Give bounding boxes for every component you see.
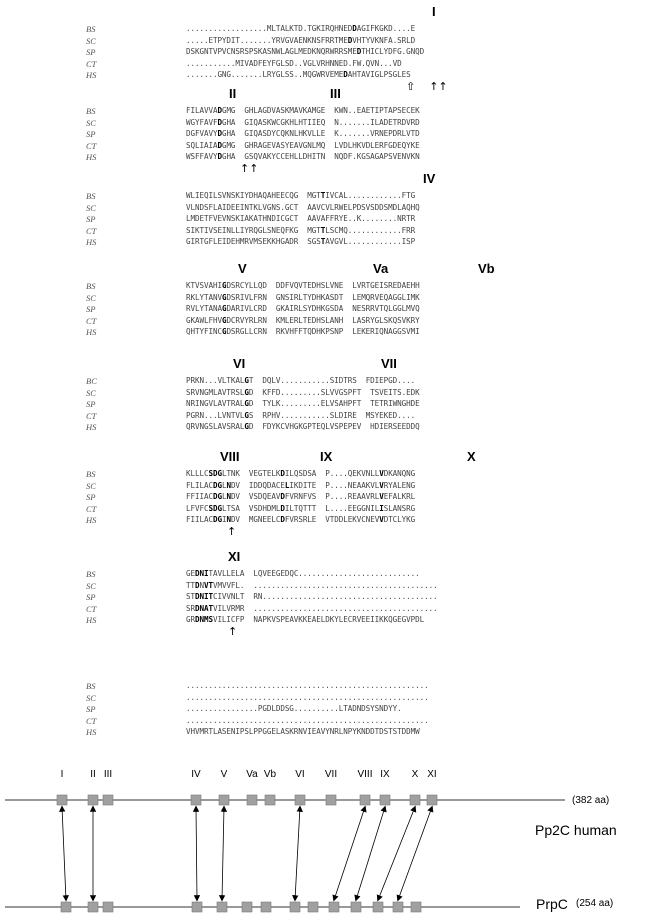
species-label: SC	[86, 35, 96, 46]
sequence-row: TTDNVTVMVVFL. .........................................	[186, 580, 438, 590]
prpc-motif-box	[411, 902, 421, 912]
sequence-row: GIRTGFLEIDEHMRVMSEKKHGADR SGSTAVGVL............ISP	[186, 237, 416, 246]
sequence-row: .....ETPYDIT.......YRVGVAENKNSFRRTMEDVHTYVKNFA.SRLD	[186, 35, 416, 45]
species-label: SP	[86, 704, 96, 714]
species-label: BC	[86, 376, 97, 386]
sequence-row: RKLYTANVGDSRIVLFRN GNSIRLTYDHKASDT LEMQRVEQAGGLIMK	[186, 292, 420, 302]
homology-link-arrow	[295, 807, 300, 900]
prpc-motif-box	[61, 902, 71, 912]
homology-link-arrow	[378, 807, 415, 900]
motif-label: II	[90, 769, 96, 780]
prpc-motif-box	[308, 902, 318, 912]
prpc-motif-box	[103, 902, 113, 912]
human-motif-box	[88, 795, 98, 805]
sequence-row: FILAVVADGMG GHLAGDVASKMAVKAMGE KWN..EAETIPTAPSECEK	[186, 106, 420, 115]
sequence-row: DSKGNTVPVCNSRSPSKASNWLAGLMEDKNQRWRRSMEDTHICLYDFG.GNQD	[186, 47, 425, 56]
prpc-motif-box	[290, 902, 300, 912]
prpc-protein-label: PrpC	[536, 896, 568, 912]
species-label: CT	[86, 225, 97, 236]
species-label: BS	[86, 469, 96, 479]
sequence-row: FLILACDGLNDV IDDQDACELIKDITE P....NEAAKVLVRYALENG	[186, 480, 416, 490]
species-label: CT	[86, 140, 97, 151]
species-label: SC	[86, 117, 96, 128]
species-label: HS	[86, 515, 97, 525]
motif-label: Vb	[263, 769, 277, 780]
species-label: BS	[86, 106, 96, 116]
motif-label: III	[103, 769, 113, 780]
human-protein-label: Pp2C human	[535, 822, 617, 838]
species-label: HS	[86, 237, 97, 247]
sequence-row: SIKTIVSEINLLIYRQGLSNEQFKG MGTTLSCMQ............FRR	[186, 225, 416, 235]
motif-header: IV	[423, 171, 436, 186]
sequence-row: ......................................................	[186, 715, 429, 725]
motif-header: X	[467, 449, 476, 464]
species-label: CT	[86, 603, 97, 614]
prpc-motif-box	[217, 902, 227, 912]
motif-header: Vb	[478, 261, 495, 276]
homology-link-arrow	[62, 807, 66, 900]
sequence-row: SQLIAIADGMG GHRAGEVASYEAVGNLMQ LVDLHKVDLERFGDEQYKE	[186, 140, 420, 150]
species-label: BS	[86, 24, 96, 34]
conserved-residue-arrow: ↑	[228, 625, 238, 638]
sequence-row: QRVNGSLAVSRALGD FDYKCVHGKGPTEQLVSPEPEV HDIERSEEDDQ	[186, 422, 420, 431]
motif-header: V	[238, 261, 247, 276]
sequence-row: KLLLCSDGLTNK VEGTELKDILQSDSA P....QEKVNLLVDKANQNG	[186, 469, 416, 478]
prpc-motif-box	[373, 902, 383, 912]
species-label: SP	[86, 47, 96, 57]
sequence-row: GEDNITAVLLELA LQVEEGEDQC...........................	[186, 569, 420, 578]
species-label: SP	[86, 304, 96, 314]
prpc-motif-box	[88, 902, 98, 912]
species-label: HS	[86, 152, 97, 162]
motif-header: XI	[228, 549, 241, 564]
human-motif-box	[103, 795, 113, 805]
motif-header: I	[432, 4, 436, 19]
species-label: SP	[86, 492, 96, 502]
species-label: SC	[86, 202, 96, 213]
human-motif-box	[427, 795, 437, 805]
conserved-residue-arrow: ↑↑	[240, 162, 259, 175]
motif-label: VI	[295, 769, 305, 780]
species-label: HS	[86, 727, 97, 737]
motif-label: VIII	[357, 769, 373, 780]
species-label: SC	[86, 387, 96, 398]
species-label: SP	[86, 592, 96, 602]
motif-header: IX	[320, 449, 333, 464]
species-label: CT	[86, 58, 97, 69]
human-motif-box	[191, 795, 201, 805]
human-motif-box	[360, 795, 370, 805]
motif-label: IX	[380, 769, 390, 780]
motif-header: VIII	[220, 449, 240, 464]
species-label: HS	[86, 615, 97, 625]
homology-link-arrow	[196, 807, 197, 900]
species-label: SP	[86, 399, 96, 409]
sequence-row: PRKN...VLTKALGT DQLV...........SIDTRS FDIEPGD....	[186, 376, 416, 385]
species-label: CT	[86, 715, 97, 726]
species-label: SP	[86, 129, 96, 139]
homology-link-arrow	[398, 807, 432, 900]
human-motif-box	[410, 795, 420, 805]
prpc-length-label: (254 aa)	[576, 898, 614, 909]
motif-label: I	[60, 769, 64, 780]
motif-header: III	[330, 86, 341, 101]
sequence-row: VLNDSFLAIDEEINTKLVGNS.GCT AAVCVLRWELPDSVSDDSMDLAQHQ	[186, 202, 420, 212]
sequence-row: ..................MLTALKTD.TGKIRQHNEDDAGIFKGKD....E	[186, 24, 416, 33]
sequence-row: VHVMRTLASENIPSLPPGGELASKRNVIEAVYNRLNPYKNDDTDSTSTDDMW	[186, 727, 420, 736]
species-label: BS	[86, 681, 96, 691]
species-label: SC	[86, 580, 96, 591]
sequence-row: ................PGDLDDSG..........LTADNDSYSNDYY.	[186, 704, 402, 713]
motif-label: Va	[246, 769, 258, 780]
sequence-row: PGRN...LVNTVLGS RPHV...........SLDIRE MSYEKED....	[186, 410, 416, 420]
species-label: HS	[86, 327, 97, 337]
prpc-motif-box	[192, 902, 202, 912]
species-label: SC	[86, 480, 96, 491]
motif-label: IV	[191, 769, 201, 780]
species-label: CT	[86, 315, 97, 326]
motif-label: XI	[427, 769, 437, 780]
prpc-motif-box	[393, 902, 403, 912]
sequence-row: QHTYFINCGDSRGLLCRN RKVHFFTQDHKPSNP LEKERIQNAGGSVMI	[186, 327, 420, 336]
sequence-row: STDNITCIVVNLT RN.......................................	[186, 592, 438, 601]
motif-header: II	[229, 86, 237, 101]
human-motif-box	[247, 795, 257, 805]
species-label: CT	[86, 410, 97, 421]
sequence-row: WLIEQILSVNSKIYDHAQAHEECQG MGTTIVCAL............FTG	[186, 191, 416, 200]
prpc-motif-box	[329, 902, 339, 912]
human-motif-box	[380, 795, 390, 805]
species-label: BS	[86, 191, 96, 201]
sequence-row: ......................................................	[186, 681, 429, 690]
sequence-row: SRVNGMLAVTRSLGD KFFD.........SLVVGSPFT TSVEITS.EDK	[186, 387, 420, 397]
prpc-motif-box	[351, 902, 361, 912]
sequence-row: SRDNATVILVRMR .........................................	[186, 603, 438, 613]
human-motif-box	[265, 795, 275, 805]
sequence-row: GRDNMSVILICFP NAPKVSPEAVKKEAELDKYLECRVEEIIKKQGEGVPDL	[186, 615, 425, 624]
human-length-label: (382 aa)	[572, 795, 610, 806]
sequence-row: GKAWLFHVGDCRVYRLRN KMLERLTEDHSLANH LASRYGLSKQSVKRY	[186, 315, 420, 325]
species-label: HS	[86, 422, 97, 432]
species-label: BS	[86, 281, 96, 291]
human-motif-box	[57, 795, 67, 805]
sequence-row: WGYFAVFDGHA GIQASKWCGKHLHTIIEQ N.......ILADETRDVRD	[186, 117, 420, 127]
motif-header: VII	[381, 356, 397, 371]
species-label: CT	[86, 503, 97, 514]
sequence-row: ...........MIVADFEYFGLSD..VGLVRHNNED.FW.QVN...VD	[186, 58, 402, 68]
species-label: SC	[86, 692, 96, 703]
homology-link-arrow	[222, 807, 224, 900]
species-label: SC	[86, 292, 96, 303]
species-label: BS	[86, 569, 96, 579]
sequence-row: NRINGVLAVTRALGD TYLK.........ELVSAHPFT TETRIWNGHDE	[186, 399, 420, 408]
sequence-row: ......................................................	[186, 692, 429, 702]
sequence-row: KTVSVAHIGDSRCYLLQD DDFVQVTEDHSLVNE LVRTGEISREDAEHH	[186, 281, 420, 290]
human-motif-box	[219, 795, 229, 805]
sequence-row: LFVFCSDGLTSA VSDHDMLDILTQTTT L....EEGGNILISLANSRG	[186, 503, 416, 513]
motif-header: VI	[233, 356, 246, 371]
motif-label: V	[220, 769, 228, 780]
species-label: SP	[86, 214, 96, 224]
sequence-row: WSFFAVYDGHA GSQVAKYCCEHLLDHITN NQDF.KGSAGAPSVENVKN	[186, 152, 420, 161]
human-motif-box	[326, 795, 336, 805]
sequence-row: .......GNG.......LRYGLSS..MQGWRVEMEDAHTAVIGLPSGLES	[186, 70, 411, 79]
conserved-residue-arrow: ⇧ ↑↑	[406, 80, 448, 93]
prpc-motif-box	[261, 902, 271, 912]
motif-header: Va	[373, 261, 389, 276]
conserved-residue-arrow: ↑	[227, 525, 237, 538]
sequence-row: LMDETFVEVNSKIAKATHNDICGCT AAVAFFRYE..K........NRTR	[186, 214, 416, 223]
human-motif-box	[295, 795, 305, 805]
sequence-row: RVLYTANAGDARIVLCRD GKAIRLSYDHKGSDA NESRRVTQLGGLMVQ	[186, 304, 420, 313]
sequence-row: DGFVAVYDGHA GIQASDYCQKNLHKVLLE K.......VRNEPDRLVTD	[186, 129, 420, 138]
species-label: HS	[86, 70, 97, 80]
prpc-motif-box	[242, 902, 252, 912]
sequence-row: FFIIACDGLNDV VSDQEAVDFVRNFVS P....REAAVRLVEFALKRL	[186, 492, 416, 501]
sequence-row: FIILACDGINDV MGNEELCDFVRSRLE VTDDLEKVCNEVVDTCLYKG	[186, 515, 416, 524]
motif-label: VII	[324, 769, 338, 780]
motif-label: X	[411, 769, 419, 780]
